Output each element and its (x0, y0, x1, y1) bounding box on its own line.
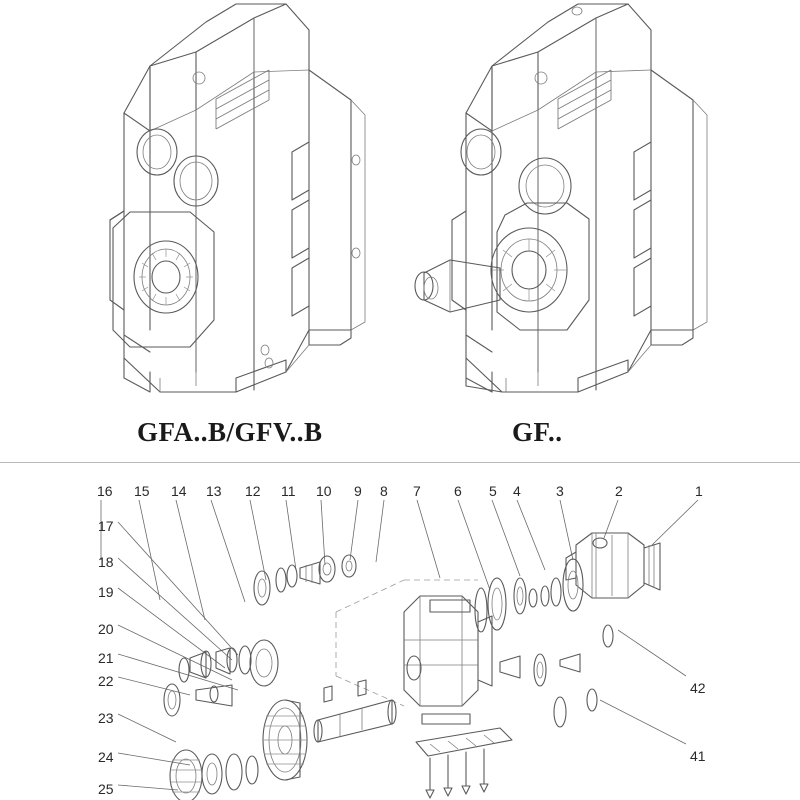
callout-top-2: 2 (615, 483, 623, 499)
callout-left-20: 20 (98, 621, 114, 637)
callout-top-3: 3 (556, 483, 564, 499)
callout-top-14: 14 (171, 483, 187, 499)
exploded-parts-drawing (101, 500, 698, 800)
callout-top-4: 4 (513, 483, 521, 499)
caption-gf: GF.. (512, 417, 563, 447)
callout-top-16: 16 (97, 483, 113, 499)
callout-left-24: 24 (98, 749, 114, 765)
callout-top-8: 8 (380, 483, 388, 499)
callout-left-23: 23 (98, 710, 114, 726)
callout-top-9: 9 (354, 483, 362, 499)
callout-top-5: 5 (489, 483, 497, 499)
callout-left-18: 18 (98, 554, 114, 570)
callout-top-1: 1 (695, 483, 703, 499)
gearbox-left-drawing (110, 4, 365, 392)
callout-top-7: 7 (413, 483, 421, 499)
callout-top-10: 10 (316, 483, 332, 499)
callout-left-21: 21 (98, 650, 114, 666)
callout-top-13: 13 (206, 483, 222, 499)
callout-left-25: 25 (98, 781, 114, 797)
callout-top-11: 11 (281, 483, 296, 499)
caption-gfa-b-gfv-b: GFA..B/GFV..B (137, 417, 323, 447)
callout-top-12: 12 (245, 483, 261, 499)
callout-left-17: 17 (98, 518, 114, 534)
callout-left-22: 22 (98, 673, 114, 689)
callout-left-19: 19 (98, 584, 114, 600)
callout-right-41: 41 (690, 748, 706, 764)
section-divider (0, 462, 800, 463)
callout-top-15: 15 (134, 483, 150, 499)
callout-right-42: 42 (690, 680, 706, 696)
callout-top-6: 6 (454, 483, 462, 499)
gearbox-right-drawing (415, 4, 707, 392)
